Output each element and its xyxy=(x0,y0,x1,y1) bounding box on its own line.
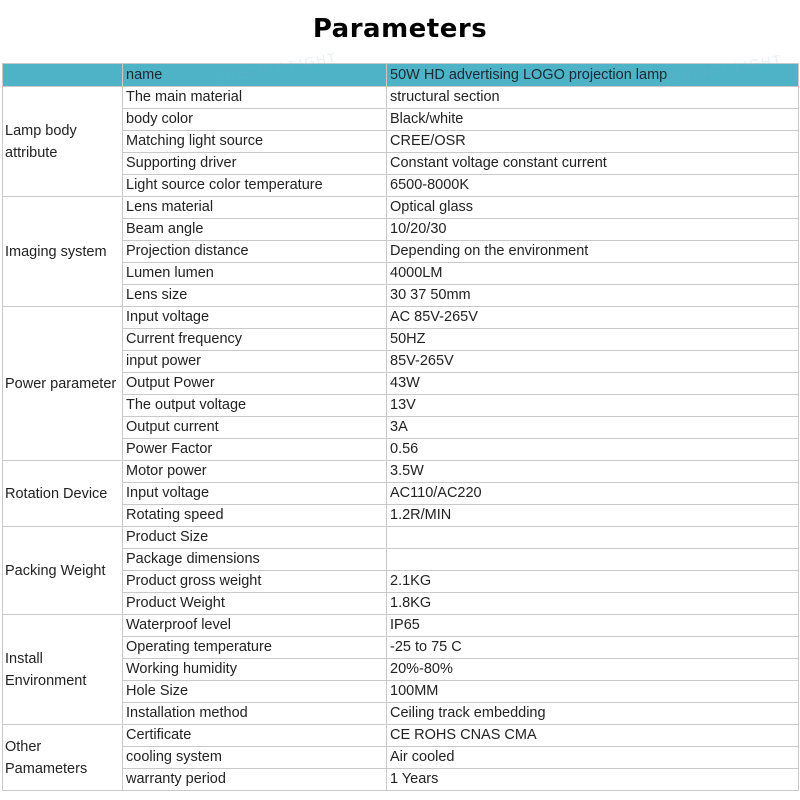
param-name: Hole Size xyxy=(123,681,387,703)
group-label: Packing Weight xyxy=(3,527,123,615)
header-group-cell xyxy=(3,64,123,87)
table-row xyxy=(3,769,799,791)
param-name: Product Weight xyxy=(123,593,387,615)
param-value: Black/white xyxy=(387,109,799,131)
param-name: Light source color temperature xyxy=(123,175,387,197)
param-value: Air cooled xyxy=(387,747,799,769)
table-row xyxy=(3,725,799,747)
param-name: Installation method xyxy=(123,703,387,725)
param-name: Lumen lumen xyxy=(123,263,387,285)
param-name: Input voltage xyxy=(123,483,387,505)
table-row xyxy=(3,637,799,659)
header-row xyxy=(3,64,799,87)
param-name: Product Size xyxy=(123,527,387,549)
param-value: Constant voltage constant current xyxy=(387,153,799,175)
param-name: Output Power xyxy=(123,373,387,395)
param-value: Depending on the environment xyxy=(387,241,799,263)
param-name: Certificate xyxy=(123,725,387,747)
param-value: Optical glass xyxy=(387,197,799,219)
param-value: 3.5W xyxy=(387,461,799,483)
param-name: Output current xyxy=(123,417,387,439)
param-name: Lens size xyxy=(123,285,387,307)
param-name: Package dimensions xyxy=(123,549,387,571)
table-row xyxy=(3,175,799,197)
param-value: AC110/AC220 xyxy=(387,483,799,505)
param-value: 1.8KG xyxy=(387,593,799,615)
table-row xyxy=(3,747,799,769)
param-value: 1.2R/MIN xyxy=(387,505,799,527)
table-row xyxy=(3,219,799,241)
table-row xyxy=(3,593,799,615)
param-name: input power xyxy=(123,351,387,373)
param-value: CREE/OSR xyxy=(387,131,799,153)
param-value: 30 37 50mm xyxy=(387,285,799,307)
table-row xyxy=(3,395,799,417)
param-value xyxy=(387,549,799,571)
table-row xyxy=(3,153,799,175)
param-name: Operating temperature xyxy=(123,637,387,659)
param-value: 6500-8000K xyxy=(387,175,799,197)
table-row xyxy=(3,131,799,153)
table-row xyxy=(3,241,799,263)
group-label: Imaging system xyxy=(3,197,123,307)
param-name: Lens material xyxy=(123,197,387,219)
param-value: 43W xyxy=(387,373,799,395)
param-name: Projection distance xyxy=(123,241,387,263)
param-value xyxy=(387,527,799,549)
param-name: Waterproof level xyxy=(123,615,387,637)
param-name: body color xyxy=(123,109,387,131)
header-name-value: 50W HD advertising LOGO projection lamp xyxy=(387,64,799,87)
param-value: 85V-265V xyxy=(387,351,799,373)
table-row xyxy=(3,351,799,373)
param-name: warranty period xyxy=(123,769,387,791)
table-row xyxy=(3,373,799,395)
header-name-label: name xyxy=(123,64,387,87)
param-value: 3A xyxy=(387,417,799,439)
param-value: 2.1KG xyxy=(387,571,799,593)
table-row xyxy=(3,483,799,505)
table-row xyxy=(3,197,799,219)
param-name: Input voltage xyxy=(123,307,387,329)
table-row xyxy=(3,461,799,483)
table-row xyxy=(3,109,799,131)
param-value: AC 85V-265V xyxy=(387,307,799,329)
param-name: Motor power xyxy=(123,461,387,483)
table-row xyxy=(3,329,799,351)
param-name: The main material xyxy=(123,87,387,109)
param-name: Matching light source xyxy=(123,131,387,153)
param-name: Current frequency xyxy=(123,329,387,351)
param-value: 13V xyxy=(387,395,799,417)
table-row xyxy=(3,505,799,527)
param-value: 50HZ xyxy=(387,329,799,351)
table-row xyxy=(3,659,799,681)
param-value: structural section xyxy=(387,87,799,109)
param-name: Working humidity xyxy=(123,659,387,681)
table-row xyxy=(3,549,799,571)
table-row xyxy=(3,263,799,285)
param-value: IP65 xyxy=(387,615,799,637)
param-value: 20%-80% xyxy=(387,659,799,681)
param-name: Power Factor xyxy=(123,439,387,461)
table-row xyxy=(3,417,799,439)
group-label: Other Pamameters xyxy=(3,725,123,791)
table-row xyxy=(3,571,799,593)
param-value: 4000LM xyxy=(387,263,799,285)
param-value: CE ROHS CNAS CMA xyxy=(387,725,799,747)
param-name: Beam angle xyxy=(123,219,387,241)
param-name: Product gross weight xyxy=(123,571,387,593)
param-value: 0.56 xyxy=(387,439,799,461)
table-row xyxy=(3,439,799,461)
param-name: cooling system xyxy=(123,747,387,769)
param-value: Ceiling track embedding xyxy=(387,703,799,725)
param-name: Supporting driver xyxy=(123,153,387,175)
page-title: Parameters xyxy=(312,14,488,44)
param-name: The output voltage xyxy=(123,395,387,417)
table-row xyxy=(3,703,799,725)
param-value: 1 Years xyxy=(387,769,799,791)
group-label: Rotation Device xyxy=(3,461,123,527)
group-label: Power parameter xyxy=(3,307,123,461)
table-row xyxy=(3,285,799,307)
table-row xyxy=(3,527,799,549)
table-row xyxy=(3,615,799,637)
table-row xyxy=(3,87,799,109)
table-row xyxy=(3,681,799,703)
param-value: 10/20/30 xyxy=(387,219,799,241)
group-label: Install Environment xyxy=(3,615,123,725)
param-value: 100MM xyxy=(387,681,799,703)
param-name: Rotating speed xyxy=(123,505,387,527)
table-row xyxy=(3,307,799,329)
parameters-table xyxy=(2,63,799,791)
group-label: Lamp body attribute xyxy=(3,87,123,197)
param-value: -25 to 75 C xyxy=(387,637,799,659)
